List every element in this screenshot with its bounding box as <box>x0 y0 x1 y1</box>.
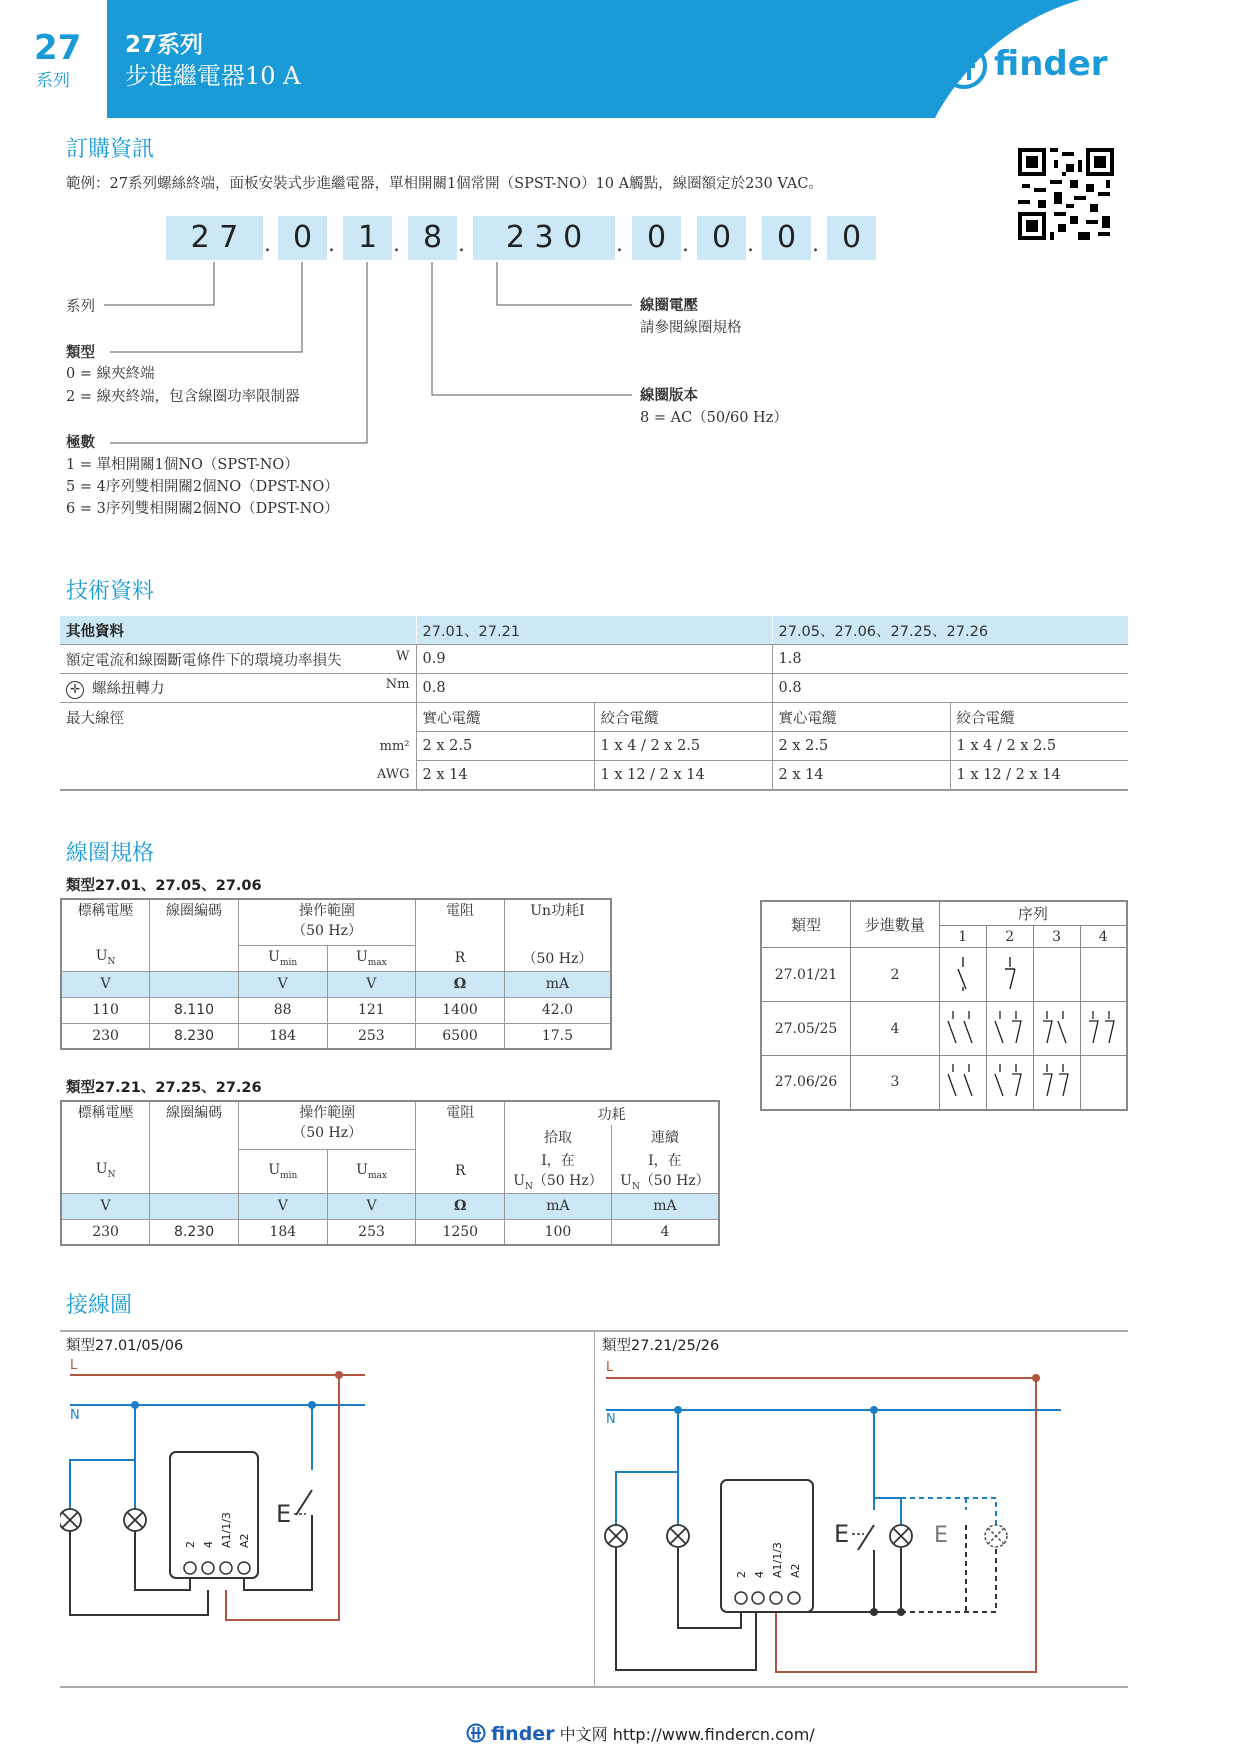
cell-code: 8.230 <box>150 1023 239 1049</box>
wiring-diagram-left <box>60 1350 380 1670</box>
tech-row-label <box>60 645 416 674</box>
type-option-2: 2 = 線夾終端，包含線圈功率限制器 <box>66 389 300 405</box>
contact-open-closed-symbol <box>986 1002 1033 1056</box>
sym-u: U <box>268 948 280 965</box>
sym-umin: $U_{min}$ <box>238 945 327 971</box>
terminal-label-2: 2 <box>735 1571 748 1578</box>
unit-ma: mA <box>505 1193 612 1219</box>
seq-type: 27.06/26 <box>761 1056 851 1110</box>
col-resistance: 電阻 <box>416 1101 505 1149</box>
seq-type: 27.05/25 <box>761 1002 851 1056</box>
code-box-digit: 0 <box>697 216 746 260</box>
unit-v: V <box>61 971 150 997</box>
ordering-leader-lines <box>0 0 1240 520</box>
tech-value: 0.9 <box>416 645 772 674</box>
unit-v: V <box>327 1193 416 1219</box>
tech-value: 1 x 4 / 2 x 2.5 <box>594 732 772 761</box>
tech-value: 1 x 12 / 2 x 14 <box>950 761 1128 791</box>
seq-empty <box>1080 1056 1127 1110</box>
seq-step-3: 3 <box>1033 926 1080 948</box>
cell-pickup: 100 <box>505 1219 612 1245</box>
code-dot: . <box>812 232 819 257</box>
tech-unit: Nm <box>385 677 410 692</box>
coil-version-option: 8 = AC（50/60 Hz） <box>640 410 788 426</box>
sym-umin: $U_{min}$ <box>238 1149 327 1193</box>
sym-r: R <box>416 945 505 971</box>
col-consumption: Un功耗I <box>504 899 611 945</box>
contact-closed-closed-symbol <box>1033 1056 1080 1110</box>
finder-logo-text: finder <box>994 44 1108 84</box>
cell-umin: 88 <box>238 997 327 1023</box>
col-operating-range <box>238 899 415 945</box>
col-coil-code: 線圈編碼 <box>150 1101 239 1149</box>
contact-closed-open-symbol <box>1033 1002 1080 1056</box>
poles-label: 極數 <box>66 434 95 451</box>
sym-un: $U_N$ <box>61 1149 150 1193</box>
cell-r: 1250 <box>416 1219 505 1245</box>
ordering-example: 範例：27系列螺絲終端，面板安裝式步進繼電器，單相開關1個常開（SPST-NO）10 A觸點，線圈額定於230 VAC。 <box>66 176 823 192</box>
col-nominal-voltage: 標稱電壓 <box>61 1101 150 1149</box>
coil-table-1 <box>60 898 612 1050</box>
tech-head-col2: 27.05、27.06、27.25、27.26 <box>772 616 1128 645</box>
seq-step-4: 4 <box>1080 926 1127 948</box>
unit-v: V <box>61 1193 150 1219</box>
cell-r: 1400 <box>416 997 505 1023</box>
cell-umax: 253 <box>327 1023 416 1049</box>
type-label: 類型 <box>66 344 95 361</box>
line-L-label: L <box>606 1360 614 1375</box>
technical-table <box>60 616 1128 791</box>
code-box-series: 2 7 <box>166 216 263 260</box>
range-label: 操作範圍 <box>299 903 356 919</box>
tech-value: 實心電纜 <box>772 703 950 732</box>
seq-steps: 3 <box>851 1056 940 1110</box>
tech-value: 2 x 14 <box>416 761 594 791</box>
tech-unit: AWG <box>60 761 416 791</box>
code-dot: . <box>458 232 465 257</box>
wiring-title: 接線圖 <box>66 1293 133 1318</box>
terminal-label-a1: A1/1/3 <box>771 1542 784 1578</box>
contact-closed-symbol <box>986 948 1033 1002</box>
unit-v: V <box>327 971 416 997</box>
unit-ohm: Ω <box>416 971 505 997</box>
header-subtitle: 步進繼電器10 A <box>125 62 301 90</box>
footer-brand: finder <box>491 1723 555 1745</box>
line-N-label: N <box>606 1412 616 1427</box>
pushbutton-label-dashed: E <box>934 1523 948 1548</box>
terminal-label-a2: A2 <box>238 1533 251 1548</box>
cell-un: 110 <box>61 997 150 1023</box>
sym-umax: $U_{max}$ <box>327 1149 416 1193</box>
code-box-digit: 0 <box>762 216 811 260</box>
tech-value: 實心電纜 <box>416 703 594 732</box>
poles-option-6: 6 = 3序列雙相開關2個NO（DPST-NO） <box>66 501 339 517</box>
tech-unit: W <box>396 648 410 664</box>
unit-ma: mA <box>611 1193 719 1219</box>
col-continuous: 連續 <box>611 1125 719 1149</box>
unit-ohm: Ω <box>416 1193 505 1219</box>
code-dot: . <box>682 232 689 257</box>
code-dot: . <box>393 232 400 257</box>
ordering-title: 訂購資訊 <box>66 137 155 162</box>
sym-i-at: I，在 <box>541 1152 575 1169</box>
coil-title: 線圈規格 <box>66 841 155 866</box>
sym-hz: （50 Hz） <box>639 1172 710 1189</box>
range-hz: （50 Hz） <box>292 923 362 939</box>
col-operating-range <box>238 1101 415 1149</box>
coil-version-label: 線圈版本 <box>640 387 698 404</box>
cell-continuous: 4 <box>611 1219 719 1245</box>
code-box-digit: 0 <box>632 216 681 260</box>
terminal-label-2: 2 <box>184 1541 197 1548</box>
terminal-label-4: 4 <box>753 1571 766 1578</box>
cell-code: 8.110 <box>150 997 239 1023</box>
tech-value: 2 x 2.5 <box>772 732 950 761</box>
sym-u: U <box>620 1172 632 1189</box>
terminal-label-a2: A2 <box>789 1563 802 1578</box>
code-box-poles: 1 <box>343 216 392 260</box>
tech-value: 0.8 <box>416 674 772 703</box>
series-label: 系列 <box>36 71 70 91</box>
unit-v: V <box>238 1193 327 1219</box>
tech-value: 絞合電纜 <box>950 703 1128 732</box>
code-dot: . <box>747 232 754 257</box>
unit-empty <box>150 1193 239 1219</box>
sym-un-hz: $U_N(50$ Hz） <box>513 1172 603 1192</box>
cell-umin: 184 <box>238 1023 327 1049</box>
wiring-diagram-right <box>596 1350 1116 1680</box>
sym-un: $U_N$ <box>61 945 150 971</box>
sym-u: U <box>95 1161 108 1178</box>
tech-head-label: 其他資料 <box>60 616 416 645</box>
seq-empty <box>1033 948 1080 1002</box>
seq-steps: 4 <box>851 1002 940 1056</box>
tech-value: 2 x 14 <box>772 761 950 791</box>
tech-torque-label: 螺絲扭轉力 <box>92 681 165 697</box>
contact-closed-closed-symbol <box>1080 1002 1127 1056</box>
sym-pick <box>505 1149 612 1193</box>
cell-i: 17.5 <box>504 1023 611 1049</box>
line-N-label: N <box>70 1408 80 1423</box>
relay-body <box>721 1480 813 1612</box>
tech-wire-label: 最大線徑 <box>66 710 124 727</box>
wiring-divider <box>594 1330 595 1686</box>
code-box-digit: 0 <box>827 216 876 260</box>
wiring-right-title: 類型27.21/25/26 <box>602 1338 720 1354</box>
tech-value: 1 x 12 / 2 x 14 <box>594 761 772 791</box>
col-pickup: 拾取 <box>505 1125 612 1149</box>
sym-u: U <box>355 948 368 965</box>
seq-col-sequence: 序列 <box>939 901 1127 926</box>
code-box-coil-voltage: 2 3 0 <box>473 216 615 260</box>
sym-hz: （50 Hz） <box>504 945 611 971</box>
col-power: 功耗 <box>505 1101 719 1125</box>
seq-step-2: 2 <box>986 926 1033 948</box>
poles-option-1: 1 = 單相開關1個NO（SPST-NO） <box>66 457 299 473</box>
tech-value: 1.8 <box>772 645 1128 674</box>
cell-umax: 253 <box>327 1219 416 1245</box>
poles-option-5: 5 = 4序列雙相開關2個NO（DPST-NO） <box>66 479 339 495</box>
range-label: 操作範圍 <box>299 1105 356 1121</box>
code-dot: . <box>264 232 271 257</box>
series-label: 系列 <box>66 299 95 315</box>
header-title: 27系列 <box>125 32 204 58</box>
cell-i: 42.0 <box>504 997 611 1023</box>
terminal-label-4: 4 <box>202 1541 215 1548</box>
series-number: 27 <box>34 28 82 68</box>
wiring-left-title: 類型27.01/05/06 <box>66 1338 184 1354</box>
range-hz: （50 Hz） <box>292 1125 363 1141</box>
cell-umin: 184 <box>238 1219 327 1245</box>
sym-umax: $U_{max}$ <box>327 945 416 971</box>
cell-umax: 121 <box>327 997 416 1023</box>
tech-row-label <box>60 674 416 703</box>
relay-body <box>170 1452 258 1578</box>
tech-value: 0.8 <box>772 674 1128 703</box>
cell-un: 230 <box>61 1219 150 1245</box>
code-box-type: 0 <box>278 216 327 260</box>
coil-table1-title: 類型27.01、27.05、27.06 <box>66 878 262 894</box>
contact-open-closed-symbol <box>986 1056 1033 1110</box>
sequence-table <box>760 900 1128 1111</box>
unit-empty <box>150 971 239 997</box>
contact-open-symbol <box>939 948 986 1002</box>
tech-power-loss-label: 額定電流和線圈斷電條件下的環境功率損失 <box>66 652 342 669</box>
cell-un: 230 <box>61 1023 150 1049</box>
contact-open-open-symbol <box>939 1002 986 1056</box>
tech-unit: mm² <box>379 738 410 754</box>
code-box-coil-version: 8 <box>408 216 457 260</box>
seq-col-type: 類型 <box>761 901 851 948</box>
footer <box>466 1722 815 1745</box>
footer-link[interactable]: 中文网 http://www.findercn.com/ <box>559 1725 815 1744</box>
sym-un-hz: $U_N(50$ Hz） <box>620 1172 710 1192</box>
tech-value: 1 x 4 / 2 x 2.5 <box>950 732 1128 761</box>
wiring-bottom-rule <box>60 1686 1128 1688</box>
seq-empty <box>1080 948 1127 1002</box>
pushbutton-label: E <box>834 1520 850 1548</box>
col-coil-code: 線圈編碼 <box>150 899 239 945</box>
coil-voltage-note: 請參閱線圈規格 <box>640 320 742 336</box>
contact-open-open-symbol <box>939 1056 986 1110</box>
line-L-label: L <box>70 1358 78 1373</box>
sym-empty <box>150 945 239 971</box>
pushbutton-label: E <box>276 1500 292 1528</box>
coil-table2-title: 類型27.21、27.25、27.26 <box>66 1080 262 1096</box>
tech-head-col1: 27.01、27.21 <box>416 616 772 645</box>
cell-code: 8.230 <box>150 1219 239 1245</box>
sym-empty <box>150 1149 239 1193</box>
coil-table-2 <box>60 1100 720 1246</box>
code-dot: . <box>616 232 623 257</box>
finder-footer-icon <box>466 1723 486 1743</box>
sym-u: U <box>513 1172 526 1189</box>
unit-v: V <box>238 971 327 997</box>
seq-steps: 2 <box>851 948 940 1002</box>
seq-step-1: 1 <box>939 926 986 948</box>
coil-voltage-label: 線圈電壓 <box>640 297 698 314</box>
code-dot: . <box>328 232 335 257</box>
seq-col-steps: 步進數量 <box>851 901 940 948</box>
col-nominal-voltage: 標稱電壓 <box>61 899 150 945</box>
cell-r: 6500 <box>416 1023 505 1049</box>
tech-value: 絞合電纜 <box>594 703 772 732</box>
sym-u: U <box>95 948 108 965</box>
sym-r: R <box>416 1149 505 1193</box>
type-option-0: 0 = 線夾終端 <box>66 366 155 382</box>
technical-title: 技術資料 <box>66 579 155 604</box>
sym-u: U <box>356 1161 368 1178</box>
col-resistance: 電阻 <box>416 899 505 945</box>
unit-ma: mA <box>504 971 611 997</box>
sym-u: U <box>268 1161 281 1178</box>
sym-i-at: I，在 <box>648 1152 682 1169</box>
terminal-label-a1: A1/1/3 <box>220 1512 233 1548</box>
tech-value: 2 x 2.5 <box>416 732 594 761</box>
sym-hz: （50 Hz） <box>532 1172 603 1189</box>
screw-torque-icon: ✛ <box>66 681 84 699</box>
seq-type: 27.01/21 <box>761 948 851 1002</box>
sym-cont <box>611 1149 719 1193</box>
